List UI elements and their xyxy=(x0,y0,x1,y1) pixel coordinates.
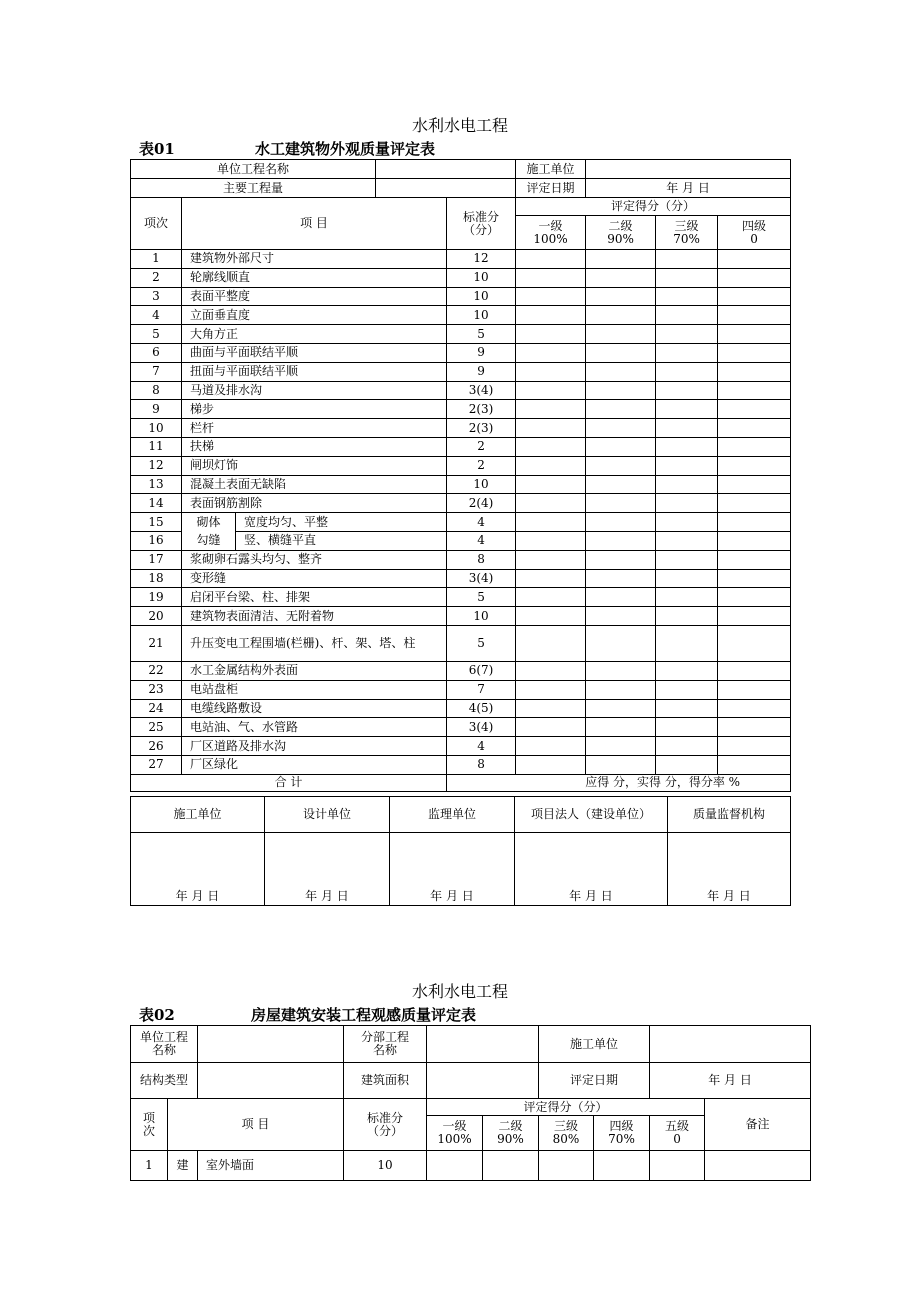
row-std: 10 xyxy=(447,287,516,306)
t2-score-cell[interactable] xyxy=(539,1151,594,1181)
sign-contractor-label: 施工单位 xyxy=(131,797,265,833)
row-item: 电站盘柜 xyxy=(182,680,447,699)
row-std: 4 xyxy=(447,513,516,532)
row-no: 10 xyxy=(131,419,182,438)
table2 xyxy=(130,1025,811,1181)
score-cell[interactable] xyxy=(718,625,791,661)
t2-col-no-header: 项次 xyxy=(131,1099,168,1151)
score-cell[interactable] xyxy=(718,400,791,419)
grade-2-header: 二级 90% xyxy=(586,216,656,250)
row-no: 24 xyxy=(131,699,182,718)
table-row xyxy=(131,268,791,287)
score-cell[interactable] xyxy=(656,661,718,680)
row-item: 建筑物表面清洁、无附着物 xyxy=(182,607,447,626)
eval-date-label: 评定日期 xyxy=(516,179,586,198)
t2-score-cell[interactable] xyxy=(650,1151,705,1181)
row-no: 21 xyxy=(131,625,182,661)
score-cell[interactable] xyxy=(718,456,791,475)
row-no: 2 xyxy=(131,268,182,287)
row-item: 启闭平台梁、柱、排架 xyxy=(182,588,447,607)
score-cell[interactable] xyxy=(586,250,656,269)
t2-structure-label: 结构类型 xyxy=(131,1063,198,1099)
score-cell[interactable] xyxy=(718,287,791,306)
score-cell[interactable] xyxy=(586,550,656,569)
score-cell[interactable] xyxy=(516,475,586,494)
row-no: 15 xyxy=(131,513,182,532)
row-std: 2(3) xyxy=(447,400,516,419)
table1-signoff xyxy=(130,796,791,906)
row-item: 扭面与平面联结平顺 xyxy=(182,362,447,381)
row-std: 5 xyxy=(447,588,516,607)
table-row xyxy=(131,343,791,362)
table-row xyxy=(131,513,791,532)
row-item: 立面垂直度 xyxy=(182,306,447,325)
row-no: 12 xyxy=(131,456,182,475)
score-cell[interactable] xyxy=(516,588,586,607)
t2-note-cell[interactable] xyxy=(705,1151,811,1181)
table-row xyxy=(131,494,791,513)
score-cell[interactable] xyxy=(718,475,791,494)
score-cell[interactable] xyxy=(586,513,656,532)
table-row xyxy=(131,475,791,494)
score-cell[interactable] xyxy=(586,755,656,774)
row-std: 12 xyxy=(447,250,516,269)
total-label: 合 计 xyxy=(131,774,447,791)
score-cell[interactable] xyxy=(718,755,791,774)
score-cell[interactable] xyxy=(656,680,718,699)
score-cell[interactable] xyxy=(516,661,586,680)
score-cell[interactable] xyxy=(516,268,586,287)
score-cell[interactable] xyxy=(586,661,656,680)
score-cell[interactable] xyxy=(718,268,791,287)
row-std: 2 xyxy=(447,437,516,456)
t2-sub-project-label: 分部工程名称 xyxy=(344,1026,427,1063)
sign-supervisor-label: 监理单位 xyxy=(390,797,515,833)
score-cell[interactable] xyxy=(718,325,791,344)
score-cell[interactable] xyxy=(516,494,586,513)
t2-contractor-input[interactable] xyxy=(650,1026,811,1063)
sign-owner-date[interactable]: 年 月 日 xyxy=(515,833,668,906)
score-cell[interactable] xyxy=(586,475,656,494)
row-std: 4 xyxy=(447,737,516,756)
score-cell[interactable] xyxy=(718,531,791,550)
row-item: 浆砌卵石露头均匀、整齐 xyxy=(182,550,447,569)
score-cell[interactable] xyxy=(656,569,718,588)
row-std: 10 xyxy=(447,268,516,287)
sign-contractor-date[interactable]: 年 月 日 xyxy=(131,833,265,906)
row-std: 6(7) xyxy=(447,661,516,680)
t2-eval-date-label: 评定日期 xyxy=(539,1063,650,1099)
row-no: 5 xyxy=(131,325,182,344)
score-cell[interactable] xyxy=(656,250,718,269)
row-item: 混凝土表面无缺陷 xyxy=(182,475,447,494)
row-std: 3(4) xyxy=(447,569,516,588)
score-cell[interactable] xyxy=(586,362,656,381)
score-cell[interactable] xyxy=(586,588,656,607)
row-item: 扶梯 xyxy=(182,437,447,456)
t2-score-cell[interactable] xyxy=(427,1151,483,1181)
score-cell[interactable] xyxy=(656,268,718,287)
score-cell[interactable] xyxy=(516,250,586,269)
masonry-group-label: 砌体勾缝 xyxy=(182,513,236,551)
row-std: 8 xyxy=(447,550,516,569)
score-cell[interactable] xyxy=(516,625,586,661)
t2-score-cell[interactable] xyxy=(594,1151,650,1181)
score-cell[interactable] xyxy=(586,718,656,737)
score-cell[interactable] xyxy=(586,494,656,513)
score-cell[interactable] xyxy=(586,306,656,325)
t2-row-item: 室外墙面 xyxy=(198,1151,344,1181)
score-cell[interactable] xyxy=(656,755,718,774)
table-row xyxy=(131,550,791,569)
row-no: 16 xyxy=(131,531,182,550)
score-cell[interactable] xyxy=(516,607,586,626)
t2-grade-1-header: 一级 100% xyxy=(427,1116,483,1151)
score-cell[interactable] xyxy=(656,718,718,737)
t2-structure-input[interactable] xyxy=(198,1063,344,1099)
table-row xyxy=(131,718,791,737)
sign-designer-date[interactable]: 年 月 日 xyxy=(265,833,390,906)
table2-title: 房屋建筑安装工程观感质量评定表 xyxy=(251,1006,477,1024)
score-cell[interactable] xyxy=(586,699,656,718)
table-row xyxy=(131,306,791,325)
row-std: 5 xyxy=(447,325,516,344)
grade-3-header: 三级 70% xyxy=(656,216,718,250)
row-no: 1 xyxy=(131,250,182,269)
score-cell[interactable] xyxy=(586,419,656,438)
table-row xyxy=(131,607,791,626)
row-no: 17 xyxy=(131,550,182,569)
row-item: 马道及排水沟 xyxy=(182,381,447,400)
score-cell[interactable] xyxy=(516,531,586,550)
t2-row-std: 10 xyxy=(344,1151,427,1181)
row-no: 6 xyxy=(131,343,182,362)
score-cell[interactable] xyxy=(516,306,586,325)
sign-designer-label: 设计单位 xyxy=(265,797,390,833)
score-cell[interactable] xyxy=(656,437,718,456)
row-no: 4 xyxy=(131,306,182,325)
row-item: 闸坝灯饰 xyxy=(182,456,447,475)
score-cell[interactable] xyxy=(718,718,791,737)
row-std: 2 xyxy=(447,456,516,475)
score-cell[interactable] xyxy=(718,381,791,400)
table-row xyxy=(131,325,791,344)
row-no: 13 xyxy=(131,475,182,494)
row-no: 18 xyxy=(131,569,182,588)
score-cell[interactable] xyxy=(656,625,718,661)
score-cell[interactable] xyxy=(516,550,586,569)
sign-quality-label: 质量监督机构 xyxy=(668,797,791,833)
t2-area-label: 建筑面积 xyxy=(344,1063,427,1099)
table-row xyxy=(131,625,791,661)
row-no: 7 xyxy=(131,362,182,381)
score-cell[interactable] xyxy=(656,699,718,718)
score-cell[interactable] xyxy=(718,250,791,269)
score-cell[interactable] xyxy=(516,718,586,737)
sign-supervisor-date[interactable]: 年 月 日 xyxy=(390,833,515,906)
row-std: 5 xyxy=(447,625,516,661)
row-item: 曲面与平面联结平顺 xyxy=(182,343,447,362)
table-row xyxy=(131,699,791,718)
row-item: 电站油、气、水管路 xyxy=(182,718,447,737)
score-cell[interactable] xyxy=(586,531,656,550)
score-cell[interactable] xyxy=(516,569,586,588)
table-row xyxy=(131,456,791,475)
score-cell[interactable] xyxy=(656,343,718,362)
score-cell[interactable] xyxy=(656,607,718,626)
t2-eval-date-value[interactable]: 年 月 日 xyxy=(650,1063,811,1099)
row-std: 2(4) xyxy=(447,494,516,513)
row-item: 宽度均匀、平整 xyxy=(236,513,447,532)
score-cell[interactable] xyxy=(586,437,656,456)
row-no: 23 xyxy=(131,680,182,699)
score-cell[interactable] xyxy=(586,381,656,400)
score-cell[interactable] xyxy=(516,755,586,774)
row-no: 14 xyxy=(131,494,182,513)
main-quantity-input[interactable] xyxy=(376,179,516,198)
t2-row-no: 1 xyxy=(131,1151,168,1181)
t2-contractor-label: 施工单位 xyxy=(539,1026,650,1063)
t2-col-item-header: 项 目 xyxy=(168,1099,344,1151)
score-cell[interactable] xyxy=(656,306,718,325)
score-cell[interactable] xyxy=(718,306,791,325)
score-cell[interactable] xyxy=(586,287,656,306)
table-row xyxy=(131,588,791,607)
t2-unit-project-label: 单位工程名称 xyxy=(131,1026,198,1063)
row-no: 27 xyxy=(131,755,182,774)
table-row xyxy=(131,569,791,588)
row-item: 水工金属结构外表面 xyxy=(182,661,447,680)
t2-grade-2-header: 二级 90% xyxy=(483,1116,539,1151)
table1-label: 表01 xyxy=(139,140,175,158)
score-cell[interactable] xyxy=(718,680,791,699)
score-cell[interactable] xyxy=(718,569,791,588)
row-item: 大角方正 xyxy=(182,325,447,344)
row-item: 竖、横缝平直 xyxy=(236,531,447,550)
row-std: 9 xyxy=(447,343,516,362)
score-cell[interactable] xyxy=(516,287,586,306)
total-text: 应得 分，实得 分，得分率 % xyxy=(447,774,791,791)
table-row xyxy=(131,287,791,306)
score-cell[interactable] xyxy=(516,325,586,344)
score-cell[interactable] xyxy=(586,737,656,756)
score-cell[interactable] xyxy=(718,362,791,381)
grade-4-header: 四级 0 xyxy=(718,216,791,250)
score-cell[interactable] xyxy=(656,419,718,438)
t2-unit-project-input[interactable] xyxy=(198,1026,344,1063)
table-row xyxy=(131,400,791,419)
t2-grade-4-header: 四级 70% xyxy=(594,1116,650,1151)
score-cell[interactable] xyxy=(586,569,656,588)
row-std: 3(4) xyxy=(447,381,516,400)
score-cell[interactable] xyxy=(718,737,791,756)
col-no-header: 项次 xyxy=(131,198,182,250)
col-score-header: 评定得分（分） xyxy=(516,198,791,216)
score-cell[interactable] xyxy=(656,400,718,419)
score-cell[interactable] xyxy=(656,737,718,756)
row-std: 10 xyxy=(447,306,516,325)
score-cell[interactable] xyxy=(656,475,718,494)
score-cell[interactable] xyxy=(718,661,791,680)
row-item: 电缆线路敷设 xyxy=(182,699,447,718)
row-std: 7 xyxy=(447,680,516,699)
table-row xyxy=(131,661,791,680)
score-cell[interactable] xyxy=(586,625,656,661)
table1-title: 水工建筑物外观质量评定表 xyxy=(255,140,436,158)
table-row xyxy=(131,680,791,699)
row-no: 8 xyxy=(131,381,182,400)
score-cell[interactable] xyxy=(718,550,791,569)
t2-sub-project-input[interactable] xyxy=(427,1026,539,1063)
score-cell[interactable] xyxy=(516,437,586,456)
row-std: 9 xyxy=(447,362,516,381)
row-item: 栏杆 xyxy=(182,419,447,438)
t2-col-std-header: 标准分（分） xyxy=(344,1099,427,1151)
row-no: 11 xyxy=(131,437,182,456)
score-cell[interactable] xyxy=(516,343,586,362)
table2-heading: 水利水电工程 xyxy=(411,982,508,1001)
score-cell[interactable] xyxy=(656,325,718,344)
row-std: 3(4) xyxy=(447,718,516,737)
row-no: 9 xyxy=(131,400,182,419)
row-std: 4 xyxy=(447,531,516,550)
main-quantity-label: 主要工程量 xyxy=(131,179,376,198)
table-row xyxy=(131,755,791,774)
score-cell[interactable] xyxy=(718,419,791,438)
row-item: 建筑物外部尺寸 xyxy=(182,250,447,269)
t2-score-cell[interactable] xyxy=(483,1151,539,1181)
row-std: 10 xyxy=(447,607,516,626)
table-row xyxy=(131,437,791,456)
row-item: 表面钢筋割除 xyxy=(182,494,447,513)
row-item: 梯步 xyxy=(182,400,447,419)
row-no: 22 xyxy=(131,661,182,680)
score-cell[interactable] xyxy=(586,400,656,419)
score-cell[interactable] xyxy=(516,381,586,400)
row-no: 25 xyxy=(131,718,182,737)
row-item: 厂区绿化 xyxy=(182,755,447,774)
score-cell[interactable] xyxy=(656,531,718,550)
score-cell[interactable] xyxy=(656,287,718,306)
score-cell[interactable] xyxy=(656,456,718,475)
score-cell[interactable] xyxy=(656,381,718,400)
row-item: 轮廓线顺直 xyxy=(182,268,447,287)
row-item: 变形缝 xyxy=(182,569,447,588)
row-item: 表面平整度 xyxy=(182,287,447,306)
row-no: 20 xyxy=(131,607,182,626)
grade-1-header: 一级 100% xyxy=(516,216,586,250)
score-cell[interactable] xyxy=(516,400,586,419)
t2-col-score-header: 评定得分（分） xyxy=(427,1099,705,1116)
table-row xyxy=(131,419,791,438)
score-cell[interactable] xyxy=(718,513,791,532)
score-cell[interactable] xyxy=(718,588,791,607)
score-cell[interactable] xyxy=(586,680,656,699)
eval-date-value[interactable]: 年 月 日 xyxy=(586,179,791,198)
t2-grade-3-header: 三级 80% xyxy=(539,1116,594,1151)
table-row xyxy=(131,737,791,756)
row-item: 厂区道路及排水沟 xyxy=(182,737,447,756)
table2-label: 表02 xyxy=(139,1006,175,1024)
score-cell[interactable] xyxy=(516,699,586,718)
score-cell[interactable] xyxy=(516,419,586,438)
score-cell[interactable] xyxy=(586,268,656,287)
score-cell[interactable] xyxy=(516,680,586,699)
table-row xyxy=(131,250,791,269)
unit-project-label: 单位工程名称 xyxy=(131,160,376,179)
score-cell[interactable] xyxy=(718,437,791,456)
t2-col-note-header: 备注 xyxy=(705,1099,811,1151)
score-cell[interactable] xyxy=(718,607,791,626)
contractor-input[interactable] xyxy=(586,160,791,179)
t2-row-group: 建 xyxy=(168,1151,198,1181)
score-cell[interactable] xyxy=(718,343,791,362)
sign-quality-date[interactable]: 年 月 日 xyxy=(668,833,791,906)
contractor-label: 施工单位 xyxy=(516,160,586,179)
row-std: 2(3) xyxy=(447,419,516,438)
sign-owner-label: 项目法人（建设单位） xyxy=(515,797,668,833)
row-std: 8 xyxy=(447,755,516,774)
score-cell[interactable] xyxy=(656,494,718,513)
score-cell[interactable] xyxy=(718,699,791,718)
t2-area-input[interactable] xyxy=(427,1063,539,1099)
unit-project-input[interactable] xyxy=(376,160,516,179)
score-cell[interactable] xyxy=(586,343,656,362)
table1 xyxy=(130,159,791,792)
table1-heading: 水利水电工程 xyxy=(411,116,508,135)
score-cell[interactable] xyxy=(656,550,718,569)
row-std: 10 xyxy=(447,475,516,494)
score-cell[interactable] xyxy=(586,607,656,626)
score-cell[interactable] xyxy=(516,456,586,475)
row-no: 19 xyxy=(131,588,182,607)
score-cell[interactable] xyxy=(516,513,586,532)
score-cell[interactable] xyxy=(718,494,791,513)
col-std-header xyxy=(447,198,516,250)
score-cell[interactable] xyxy=(586,456,656,475)
score-cell[interactable] xyxy=(656,588,718,607)
score-cell[interactable] xyxy=(656,513,718,532)
score-cell[interactable] xyxy=(516,362,586,381)
row-no: 3 xyxy=(131,287,182,306)
table-row xyxy=(131,362,791,381)
col-std-text: 标准分（分） xyxy=(463,209,500,237)
row-item: 升压变电工程围墙(栏栅)、杆、架、塔、柱 xyxy=(182,625,447,661)
score-cell[interactable] xyxy=(516,737,586,756)
score-cell[interactable] xyxy=(656,362,718,381)
t2-grade-5-header: 五级 0 xyxy=(650,1116,705,1151)
row-std: 4(5) xyxy=(447,699,516,718)
table-row xyxy=(131,381,791,400)
col-item-header: 项 目 xyxy=(182,198,447,250)
score-cell[interactable] xyxy=(586,325,656,344)
row-no: 26 xyxy=(131,737,182,756)
